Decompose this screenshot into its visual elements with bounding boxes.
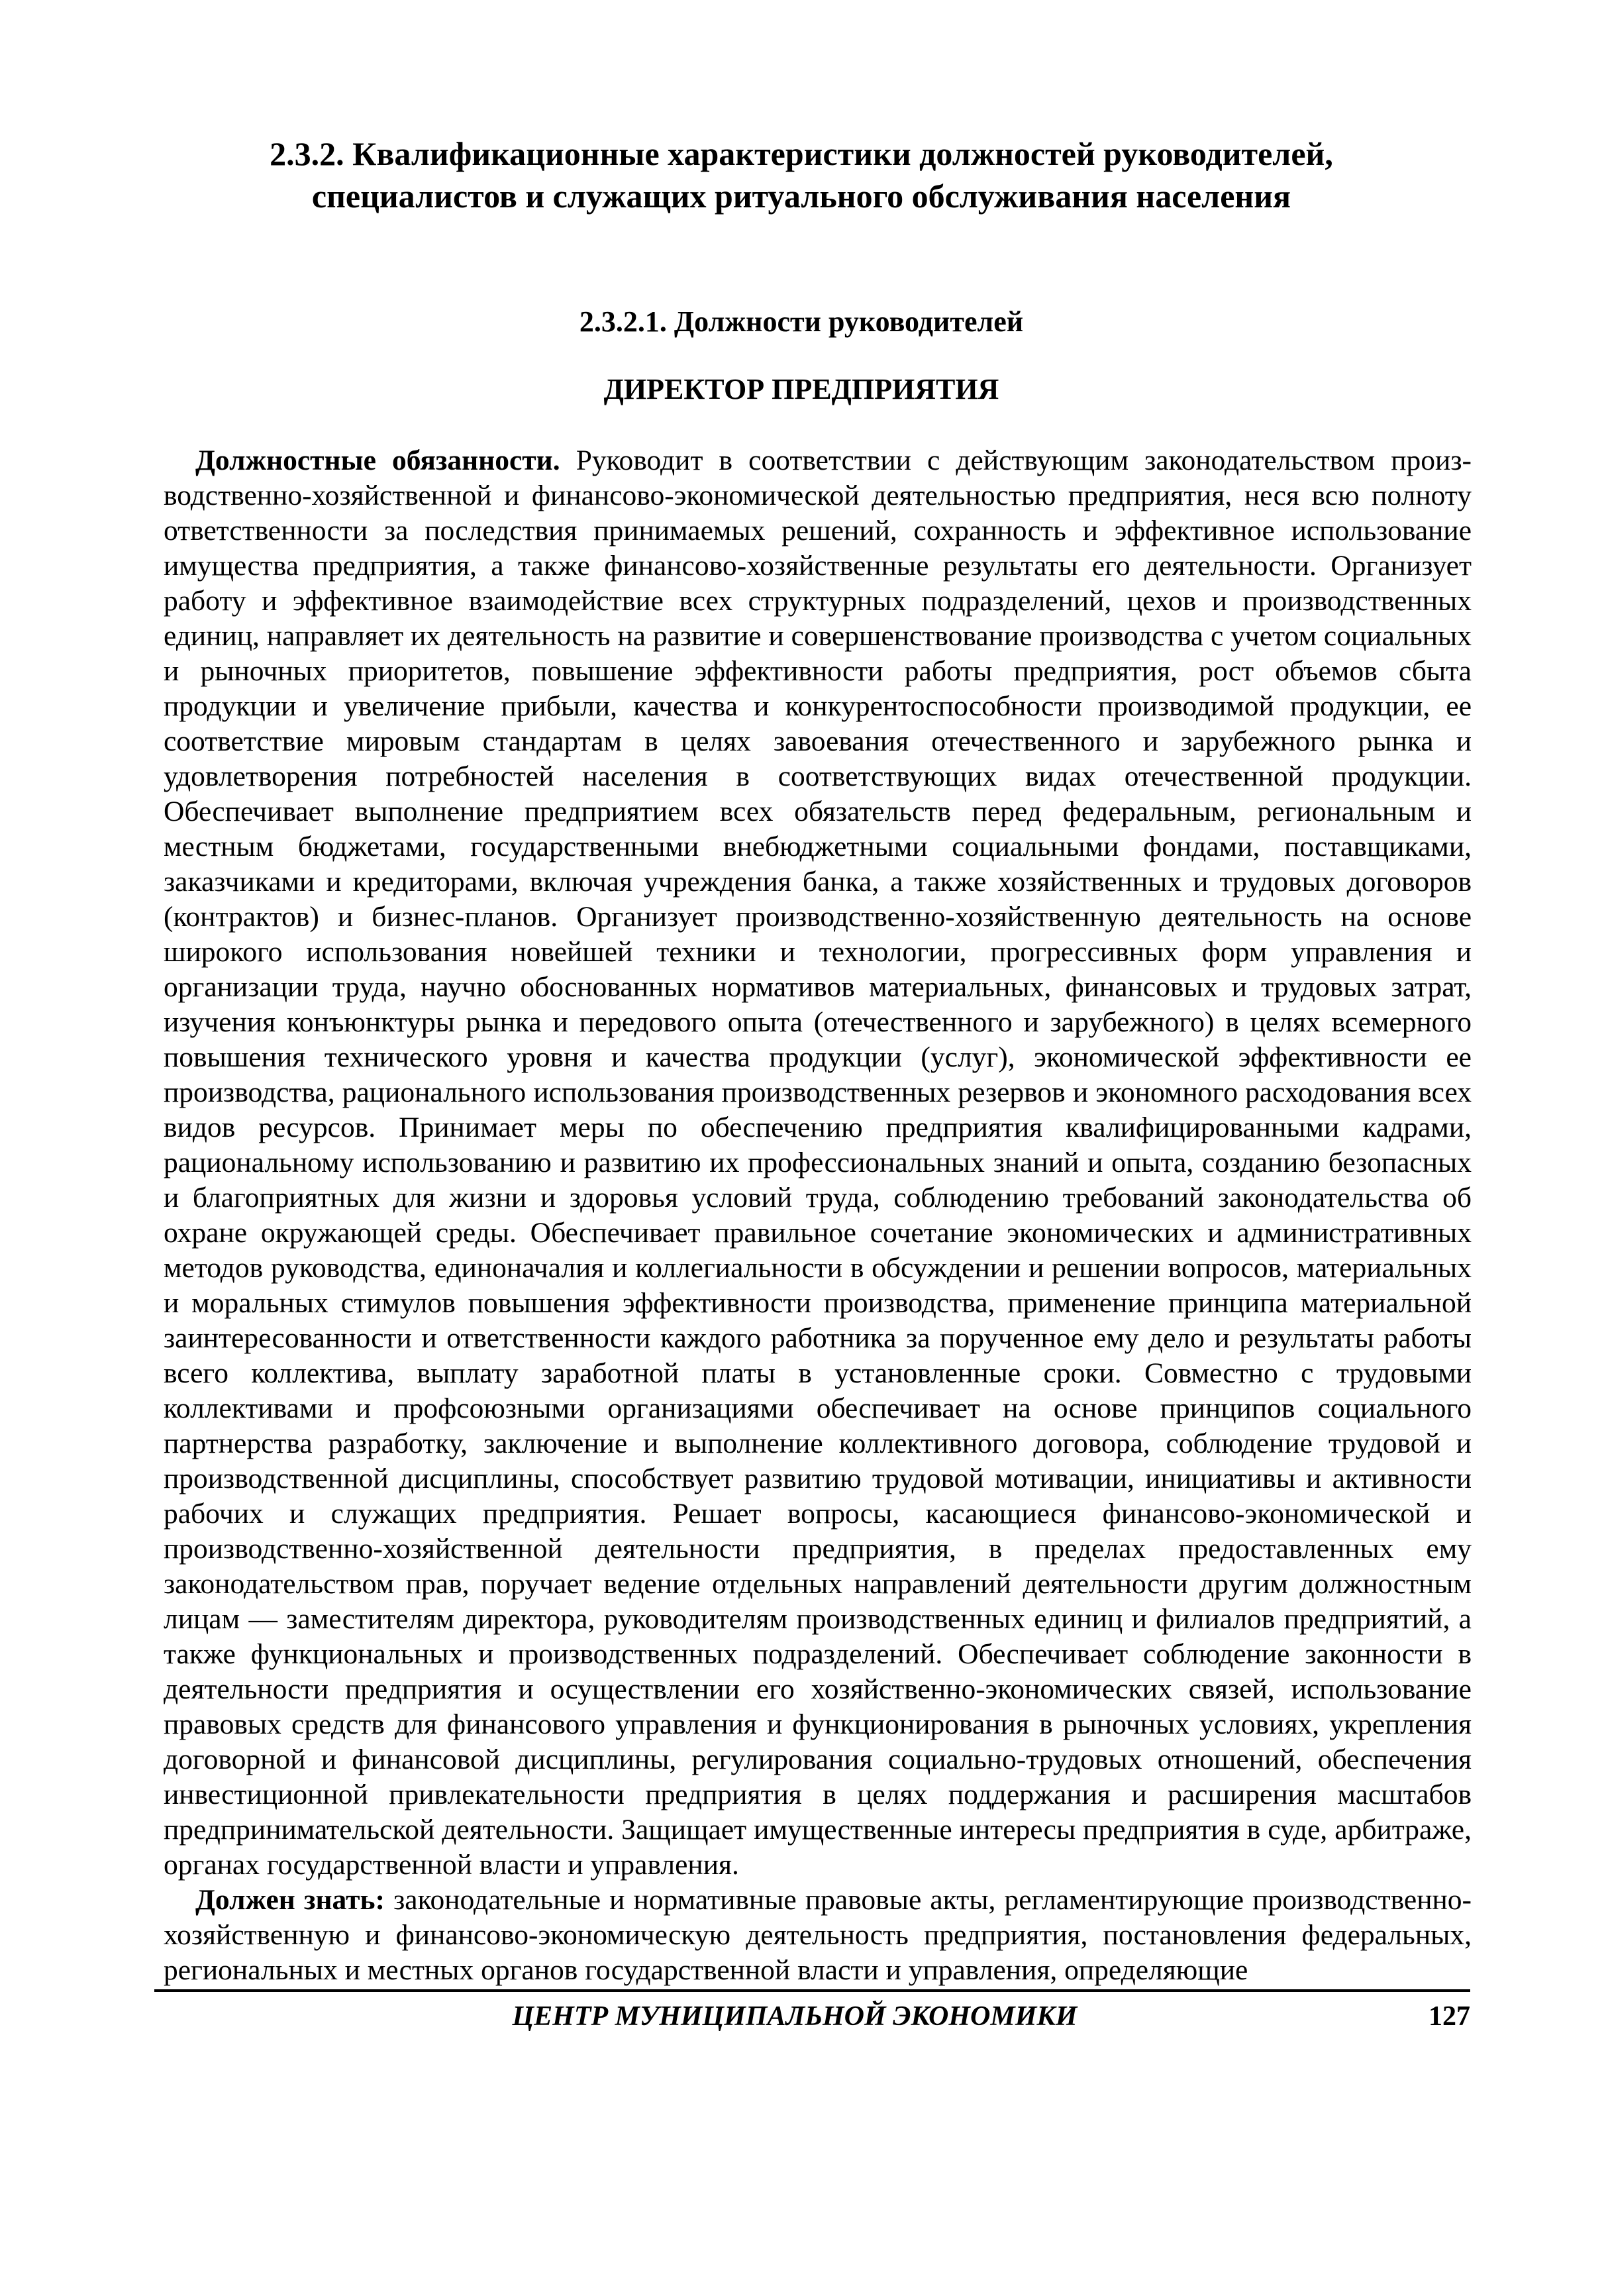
body-text bbox=[164, 443, 1472, 1988]
footer-title: ЦЕНТР МУНИЦИПАЛЬНОЙ ЭКОНОМИКИ bbox=[512, 2001, 1078, 2032]
section-heading: 2.3.2.1. Должности руководителей bbox=[579, 305, 1024, 338]
duties-paragraph bbox=[164, 443, 1472, 1883]
knowledge-lead: Должен знать: bbox=[195, 1884, 385, 1916]
knowledge-text: законодательные и нормативные правовые акты, регламентирующие производственно-хозяйственную и финансово-экономическую деятельность предприятия, постановления федеральных, региональных и местных органов государственной власти и управления, определяющие bbox=[164, 1884, 1472, 1986]
chapter-heading-line-1: 2.3.2. Квалификационные характеристики должностей руководителей, bbox=[270, 135, 1333, 172]
chapter-heading-line-2: специалистов и служащих ритуального обслуживания населения bbox=[311, 178, 1291, 215]
knowledge-paragraph bbox=[164, 1883, 1472, 1988]
duties-text: Руководит в соответствии с действующим законодательством производственно-хозяйственной и финансово-экономической деятельностью предприятия, неся всю полноту ответственности за последствия принимаемых решений, сохранность и эффективное использование имущества предприятия, а также финансово-хозяйственные результаты его деятельности. Организует работу и эффективное взаимодействие всех структурных подразделений, цехов и производственных единиц, направляет их деятельность на развитие и совершенствование производства с учетом социальных и рыночных приоритетов, повышение эффективности работы предприятия, рост объемов сбыта продукции и увеличение прибыли, качества и конкурентоспособности производимой продукции, ее соответствие мировым стандартам в целях завоевания отечественного и зарубежного рынка и удовлетворения потребностей населения в соответствующих видах отечественной продукции. Обеспечивает выполнение предприятием всех обязательств перед федеральным, региональным и местным бюджетами, государственными внебюджетными социальными фондами, поставщиками, заказчиками и кредиторами, включая учреждения банка, а также хозяйственных и трудовых договоров (контрактов) и бизнес-планов. Организует производственно-хозяйственную деятельность на основе широкого использования новейшей техники и технологии, прогрессивных форм управления и организации труда, научно обоснованных нормативов материальных, финансовых и трудовых затрат, изучения конъюнктуры рынка и передового опыта (отечественного и зарубежного) в целях всемерного повышения технического уровня и качества продукции (услуг), экономической эффективности ее производства, рационального использования производственных резервов и экономного расходования всех видов ресурсов. Принимает меры по обеспечению предприятия квалифицированными кадрами, рациональному использованию и развитию их профессиональных знаний и опыта, созданию безопасных и благоприятных для жизни и здоровья условий труда, соблюдению требований законодательства об охране окружающей среды. Обеспечивает правильное сочетание экономических и административных методов руководства, единоначалия и коллегиальности в обсуждении и решении вопросов, материальных и моральных стимулов повышения эффективности производства, применение принципа материальной заинтересованности и ответственности каждого работника за порученное ему дело и результаты работы всего коллектива, выплату заработной платы в установленные сроки. Совместно с трудовыми коллективами и профсоюзными организациями обеспечивает на основе принципов социального партнерства разработку, заключение и выполнение коллективного договора, соблюдение трудовой и производственной дисциплины, способствует развитию трудовой мотивации, инициативы и активности рабочих и служащих предприятия. Решает вопросы, касающиеся финансово-экономической и производственно-хозяйственной деятельности предприятия, в пределах предоставленных ему законодательством прав, поручает ведение отдельных направлений деятельности другим должностным лицам — заместителям директора, руководителям производственных единиц и филиалов предприятий, а также функциональных и производственных подразделений. Обеспечивает соблюдение законности в деятельности предприятия и осуществлении его хозяйственно-экономических связей, использование правовых средств для финансового управления и функционирования в рыночных условиях, укрепления договорной и финансовой дисциплины, регулирования социально-трудовых отношений, обеспечения инвестиционной привлекательности предприятия в целях поддержания и расширения масштабов предпринимательской деятельности. Защищает имущественные интересы предприятия в суде, арбитраже, органах государственной власти и управления. bbox=[164, 444, 1472, 1881]
duties-lead: Должностные обязанности. bbox=[195, 444, 560, 476]
footer-divider bbox=[154, 1989, 1470, 1992]
chapter-heading bbox=[199, 132, 1404, 217]
position-title: ДИРЕКТОР ПРЕДПРИЯТИЯ bbox=[603, 373, 999, 405]
page-number: 127 bbox=[1429, 2001, 1470, 2032]
